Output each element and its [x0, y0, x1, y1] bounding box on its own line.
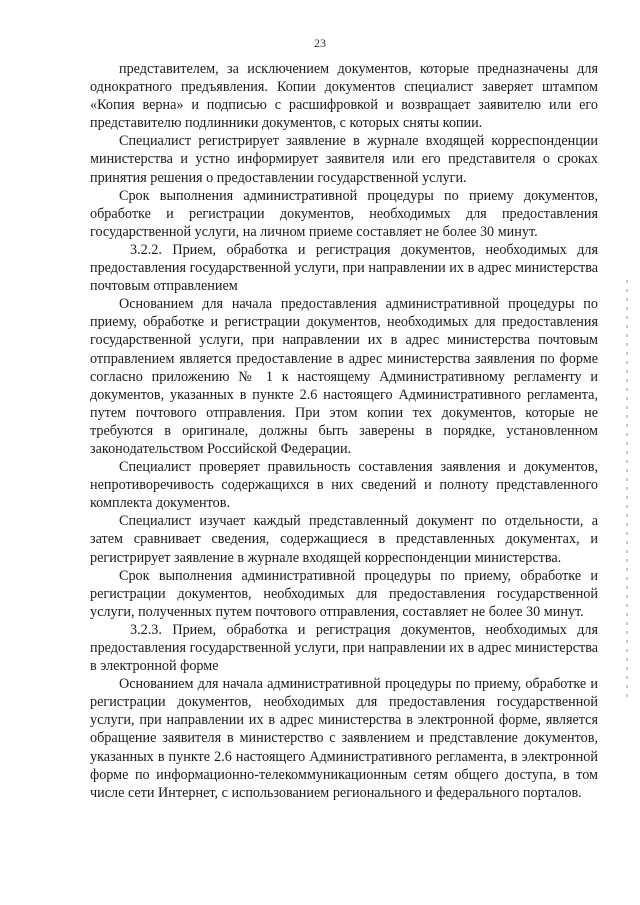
paragraph-postal-term: Срок выполнения административной процедуры по приему, обработке и регистрации документов, необходимых для предоставления государственной услуги, полученных путем почтового отправления, составляет не более 30 минут.	[90, 567, 598, 620]
section-heading-3-2-3: 3.2.3. Прием, обработка и регистрация документов, необходимых для предоставления государственной услуги, при направлении их в адрес министерства в электронной форме	[90, 621, 598, 675]
page-number: 23	[314, 36, 326, 50]
paragraph-copies-certification: представителем, за исключением документов, которые предназначены для однократного предъявления. Копии документов специалист заверяет штампом «Копия верна» и подписью с расшифровкой и возвращает заявителю или его представителю подлинники документов, с которых сняты копии.	[90, 61, 598, 132]
scan-edge-mark	[626, 280, 628, 700]
paragraph-postal-basis: Основанием для начала предоставления административной процедуры по приему, обработке и регистрации документов, необходимых для предоставления государственной услуги, при направлении их в адрес министерства почтовым отправлением является предоставление в адрес министерства заявления по форме согласно приложению № 1 к настоящему Административному регламенту и документов, указанных в пункте 2.6 настоящего Административного регламента, путем почтового отправления. При этом копии тех документов, которые не требуются в оригинале, должны быть заверены в порядке, установленном законодательством Российской Федерации.	[90, 296, 598, 457]
paragraph-electronic-basis: Основанием для начала административной процедуры по приему, обработке и регистрации документов, необходимых для предоставления государственной услуги, при направлении их в адрес министерства в электронной форме, является обращение заявителя в министерство с заявлением и представление документов, указанных в пункте 2.6 настоящего Административного регламента, в электронной форме по информационно-телекоммуникационным сетям общего доступа, в том числе сети Интернет, с использованием регионального и федерального порталов.	[90, 676, 598, 801]
section-heading-3-2-2: 3.2.2. Прием, обработка и регистрация документов, необходимых для предоставления государственной услуги, при направлении их в адрес министерства почтовым отправлением	[90, 241, 598, 295]
paragraph-postal-study: Специалист изучает каждый представленный документ по отдельности, а затем сравнивает сведения, содержащиеся в представленных документах, и регистрирует заявление в журнале входящей корреспонденции министерства.	[90, 513, 598, 566]
paragraph-personal-reception-term: Срок выполнения административной процедуры по приему документов, обработке и регистрации документов, необходимых для предоставления государственной услуги, на личном приеме составляет не более 30 минут.	[90, 187, 598, 240]
paragraph-postal-check: Специалист проверяет правильность составления заявления и документов, непротиворечивость содержащихся в них сведений и полноту представленного комплекта документов.	[90, 459, 598, 512]
paragraph-registration-journal: Специалист регистрирует заявление в журнале входящей корреспонденции министерства и устно информирует заявителя или его представителя о сроках принятия решения о предоставлении государственной услуги.	[90, 133, 598, 186]
body-text	[90, 60, 598, 802]
